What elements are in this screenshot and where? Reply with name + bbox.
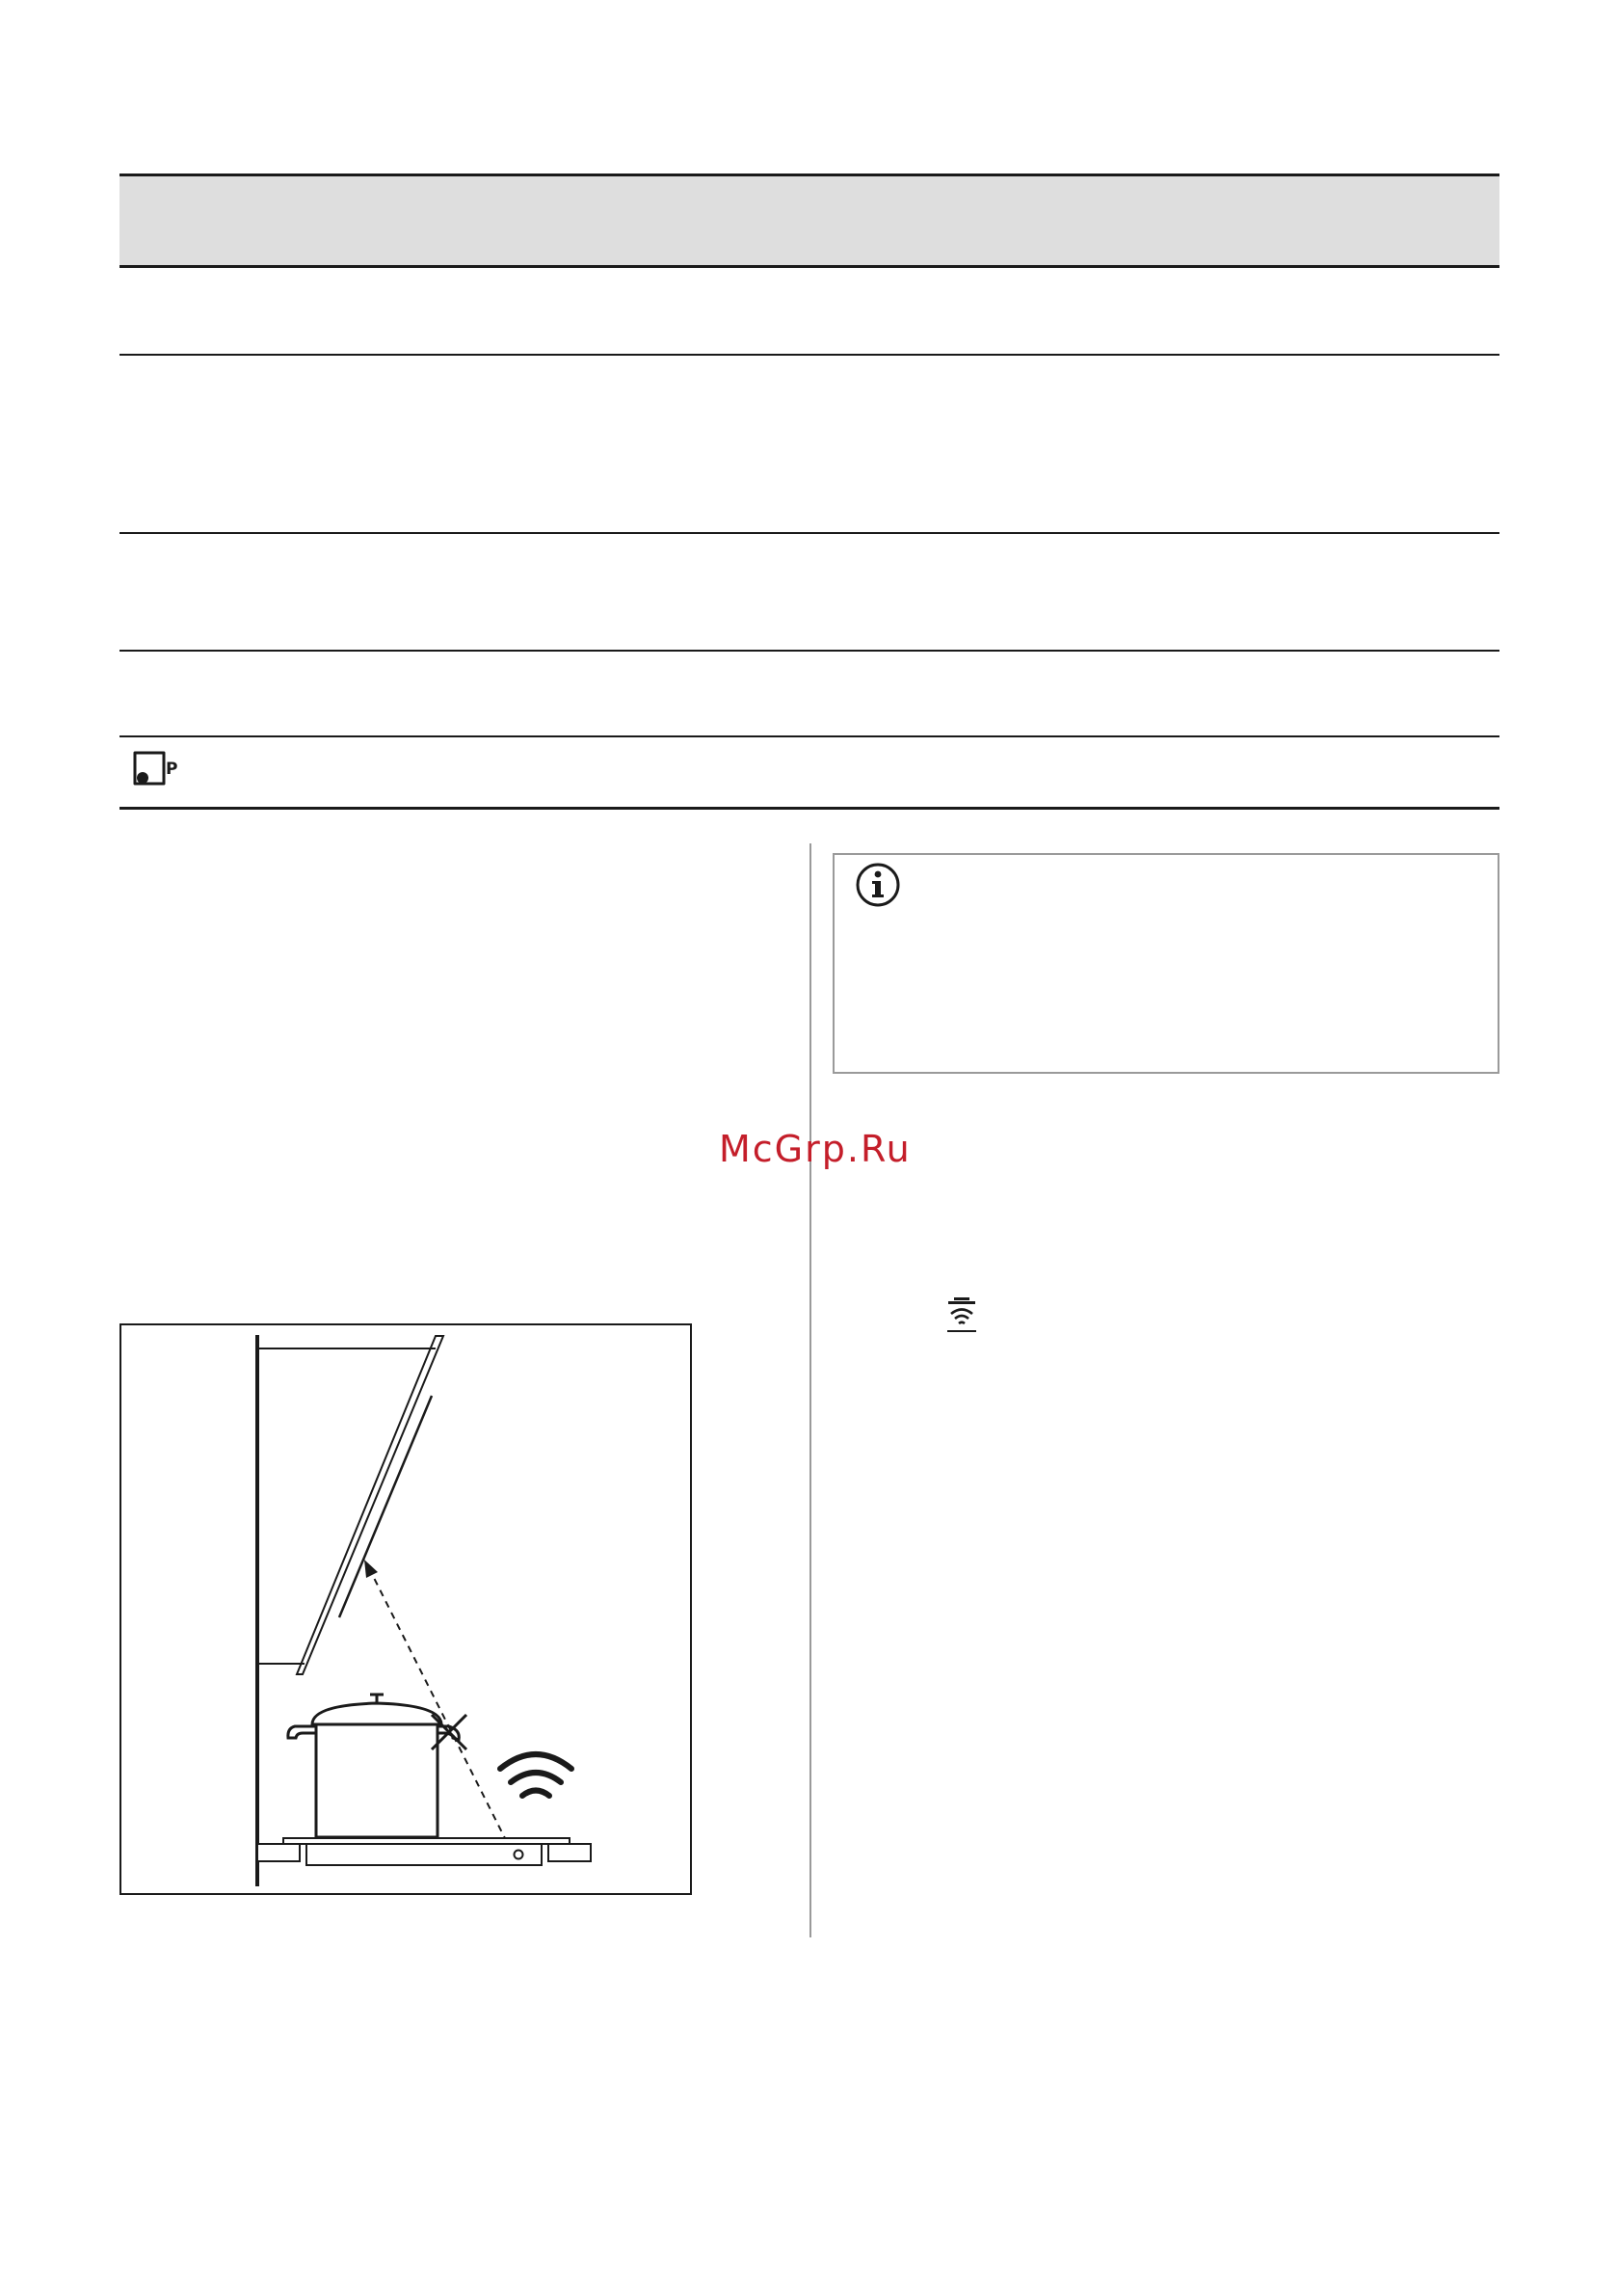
table-row-divider — [119, 650, 1499, 652]
watermark: McGrp.Ru — [719, 1128, 912, 1170]
column-divider — [809, 843, 811, 1937]
hob-hood-wireless-icon — [944, 1296, 979, 1335]
hood-glass — [297, 1336, 443, 1674]
pot-p-icon — [131, 749, 181, 795]
signal-arrowhead — [364, 1560, 378, 1578]
table-row-divider — [119, 354, 1499, 356]
hood-panel-line — [339, 1396, 432, 1617]
table-row-divider — [119, 735, 1499, 737]
pot-p-label: P — [166, 760, 178, 779]
installation-figure — [119, 1323, 692, 1895]
table-row-divider — [119, 532, 1499, 534]
table-bottom-rule — [119, 807, 1499, 810]
info-note — [833, 853, 1499, 1074]
wireless-signal-icon — [500, 1754, 571, 1796]
hob-icon — [257, 1838, 591, 1865]
table-header — [119, 174, 1499, 268]
settings-table — [119, 174, 1499, 809]
info-icon — [854, 861, 902, 909]
